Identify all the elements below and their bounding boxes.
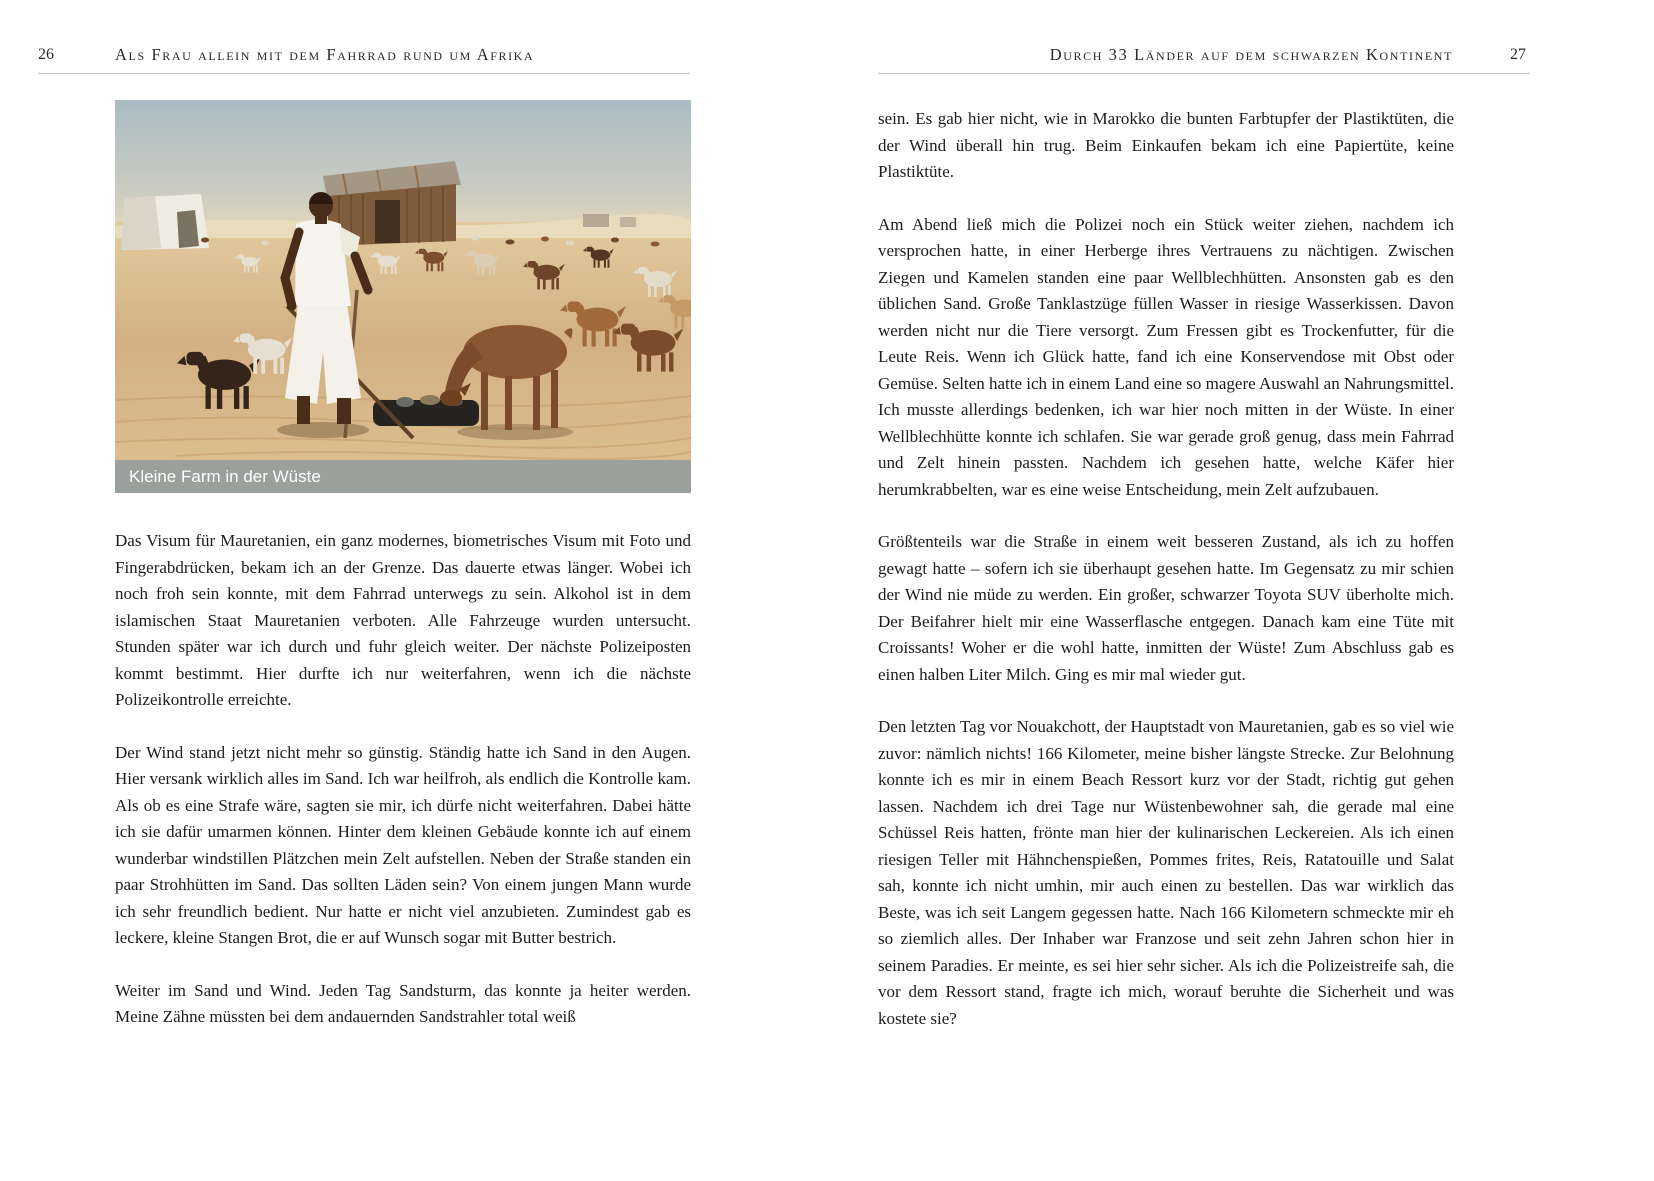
photo-caption: Kleine Farm in der Wüste [115, 460, 691, 493]
body-paragraph: sein. Es gab hier nicht, wie in Marokko die bunten Farbtupfer der Plastiktüten, die der Wind überall hin trug. Beim Einkaufen bekam ich eine Papiertüte, keine Plastiktüte. [878, 109, 1454, 181]
body-paragraph: Den letzten Tag vor Nouakchott, der Hauptstadt von Mauretanien, gab es so viel wie zuvor: nämlich nichts! 166 Kilometer, meine bisher längste Strecke. Zur Belohnung konnte ich es mir in einem Beach Ressort kurz vor der Stadt, richtig gut gehen lassen. Nachdem ich drei Tage nur Wüstenbewohner sah, die gerade mal eine Schüssel Reis hatten, frönte man hier der kulinarischen Leckereien. Als ich einen riesigen Teller mit Hähnchenspießen, Pommes frites, Reis, Ratatouille und Salat sah, konnte ich nicht umhin, mir auch einen zu bestellen. Das war wirklich das Beste, was ich seit Langem gegessen hatte. Nach 166 Kilometern schmeckte mir eh so ziemlich alles. Der Inhaber war Franzose und seit zehn Jahren schon hier in seinem Paradies. Er meinte, es sei hier sehr sicher. Als ich die Polizeistreife sah, die vor dem Ressort stand, fragte ich mich, worauf beruhte die Sicherheit und was kostete sie? [878, 717, 1454, 1028]
body-paragraph: Der Wind stand jetzt nicht mehr so günstig. Ständig hatte ich Sand in den Augen. Hier versank wirklich alles im Sand. Ich war heilfroh, als endlich die Kontrolle kam. Als ob es eine Strafe wäre, sagten sie mir, ich dürfe nicht weiterfahren. Dabei hätte ich sie dafür umarmen können. Hinter dem kleinen Gebäude konnte ich auf einem wunderbar windstillen Plätzchen mein Zelt aufstellen. Neben der Straße standen ein paar Strohhütten im Sand. Das sollten Läden sein? Von einem jungen Mann wurde ich sehr freundlich bedient. Nur hatte er nicht viel anzubieten. Zumindest gab es leckere, kleine Stangen Brot, die er auf Wunsch sogar mit Butter bestrich. [115, 742, 691, 947]
body-paragraph: Das Visum für Mauretanien, ein ganz modernes, biometrisches Visum mit Foto und Fingerabdrücken, bekam ich an der Grenze. Das dauerte etwas länger. Wobei ich noch froh sein konnte, mit dem Fahrrad unterwegs zu sein. Alkohol ist in dem islamischen Staat Mauretanien verboten. Alle Fahrzeuge wurden untersucht. Stunden später war ich durch und fuhr gleich weiter. Der nächste Polizeiposten kommt bestimmt. Hier durfte ich nur weiterfahren, wenn ich die nächste Polizeikontrolle erreichte. [115, 531, 691, 709]
right-page-text [878, 106, 1454, 1058]
body-paragraph: Weiter im Sand und Wind. Jeden Tag Sandsturm, das konnte ja heiter werden. Meine Zähne müssten bei dem andauernden Sandstrahler total weiß [115, 980, 691, 1026]
farm-photo [115, 100, 691, 493]
tent [121, 194, 209, 250]
right-running-head: Durch 33 Länder auf dem schwarzen Kontinent [1049, 45, 1453, 64]
left-page-text [115, 528, 691, 1057]
left-page-number: 26 [38, 46, 54, 63]
right-page-number: 27 [1510, 46, 1526, 63]
left-header-rule [38, 73, 690, 74]
farm-photo-illustration [115, 100, 691, 460]
body-paragraph: Am Abend ließ mich die Polizei noch ein Stück weiter ziehen, nachdem ich versprochen hatte, in einer Herberge ihres Vertrauens zu nächtigen. Zwischen Ziegen und Kamelen standen eine paar Wellblechhütten. Ansonsten gab es den üblichen Sand. Große Tanklastzüge füllen Wasser in riesige Wasserkissen. Davon werden nicht nur die Tiere versorgt. Zum Fressen gibt es Trockenfutter, für die Leute Reis. Wenn ich Glück hatte, fand ich eine Konservendose mit Obst oder Gemüse. Selten hatte ich in einem Land eine so magere Auswahl an Nahrungsmittel. Ich musste allerdings bedenken, ich war hier noch mitten in der Wüste. In einer Wellblechhütte konnte ich schlafen. Sie war gerade groß genug, dass mein Fahrrad und Zelt hinein passten. Nachdem ich gesehen hatte, welche Käfer hier herumkrabbelten, war es eine weise Entscheidung, mein Zelt aufzubauen. [878, 214, 1454, 499]
right-header-rule [878, 73, 1530, 74]
left-running-head: Als Frau allein mit dem Fahrrad rund um Afrika [115, 45, 535, 64]
body-paragraph: Größtenteils war die Straße in einem weit besseren Zustand, als ich zu hoffen gewagt hatte – sofern ich sie überhaupt gesehen hatte. Im Gegensatz zu mir schien der Wind nie müde zu werden. Ein großer, schwarzer Toyota SUV überholte mich. Der Beifahrer hielt mir eine Wasserflasche entgegen. Danach kam eine Tüte mit Croissants! Woher er die wohl hatte, inmitten der Wüste! Zum Abschluss gab es einen halben Liter Milch. Ging es mir mal wieder gut. [878, 532, 1454, 684]
